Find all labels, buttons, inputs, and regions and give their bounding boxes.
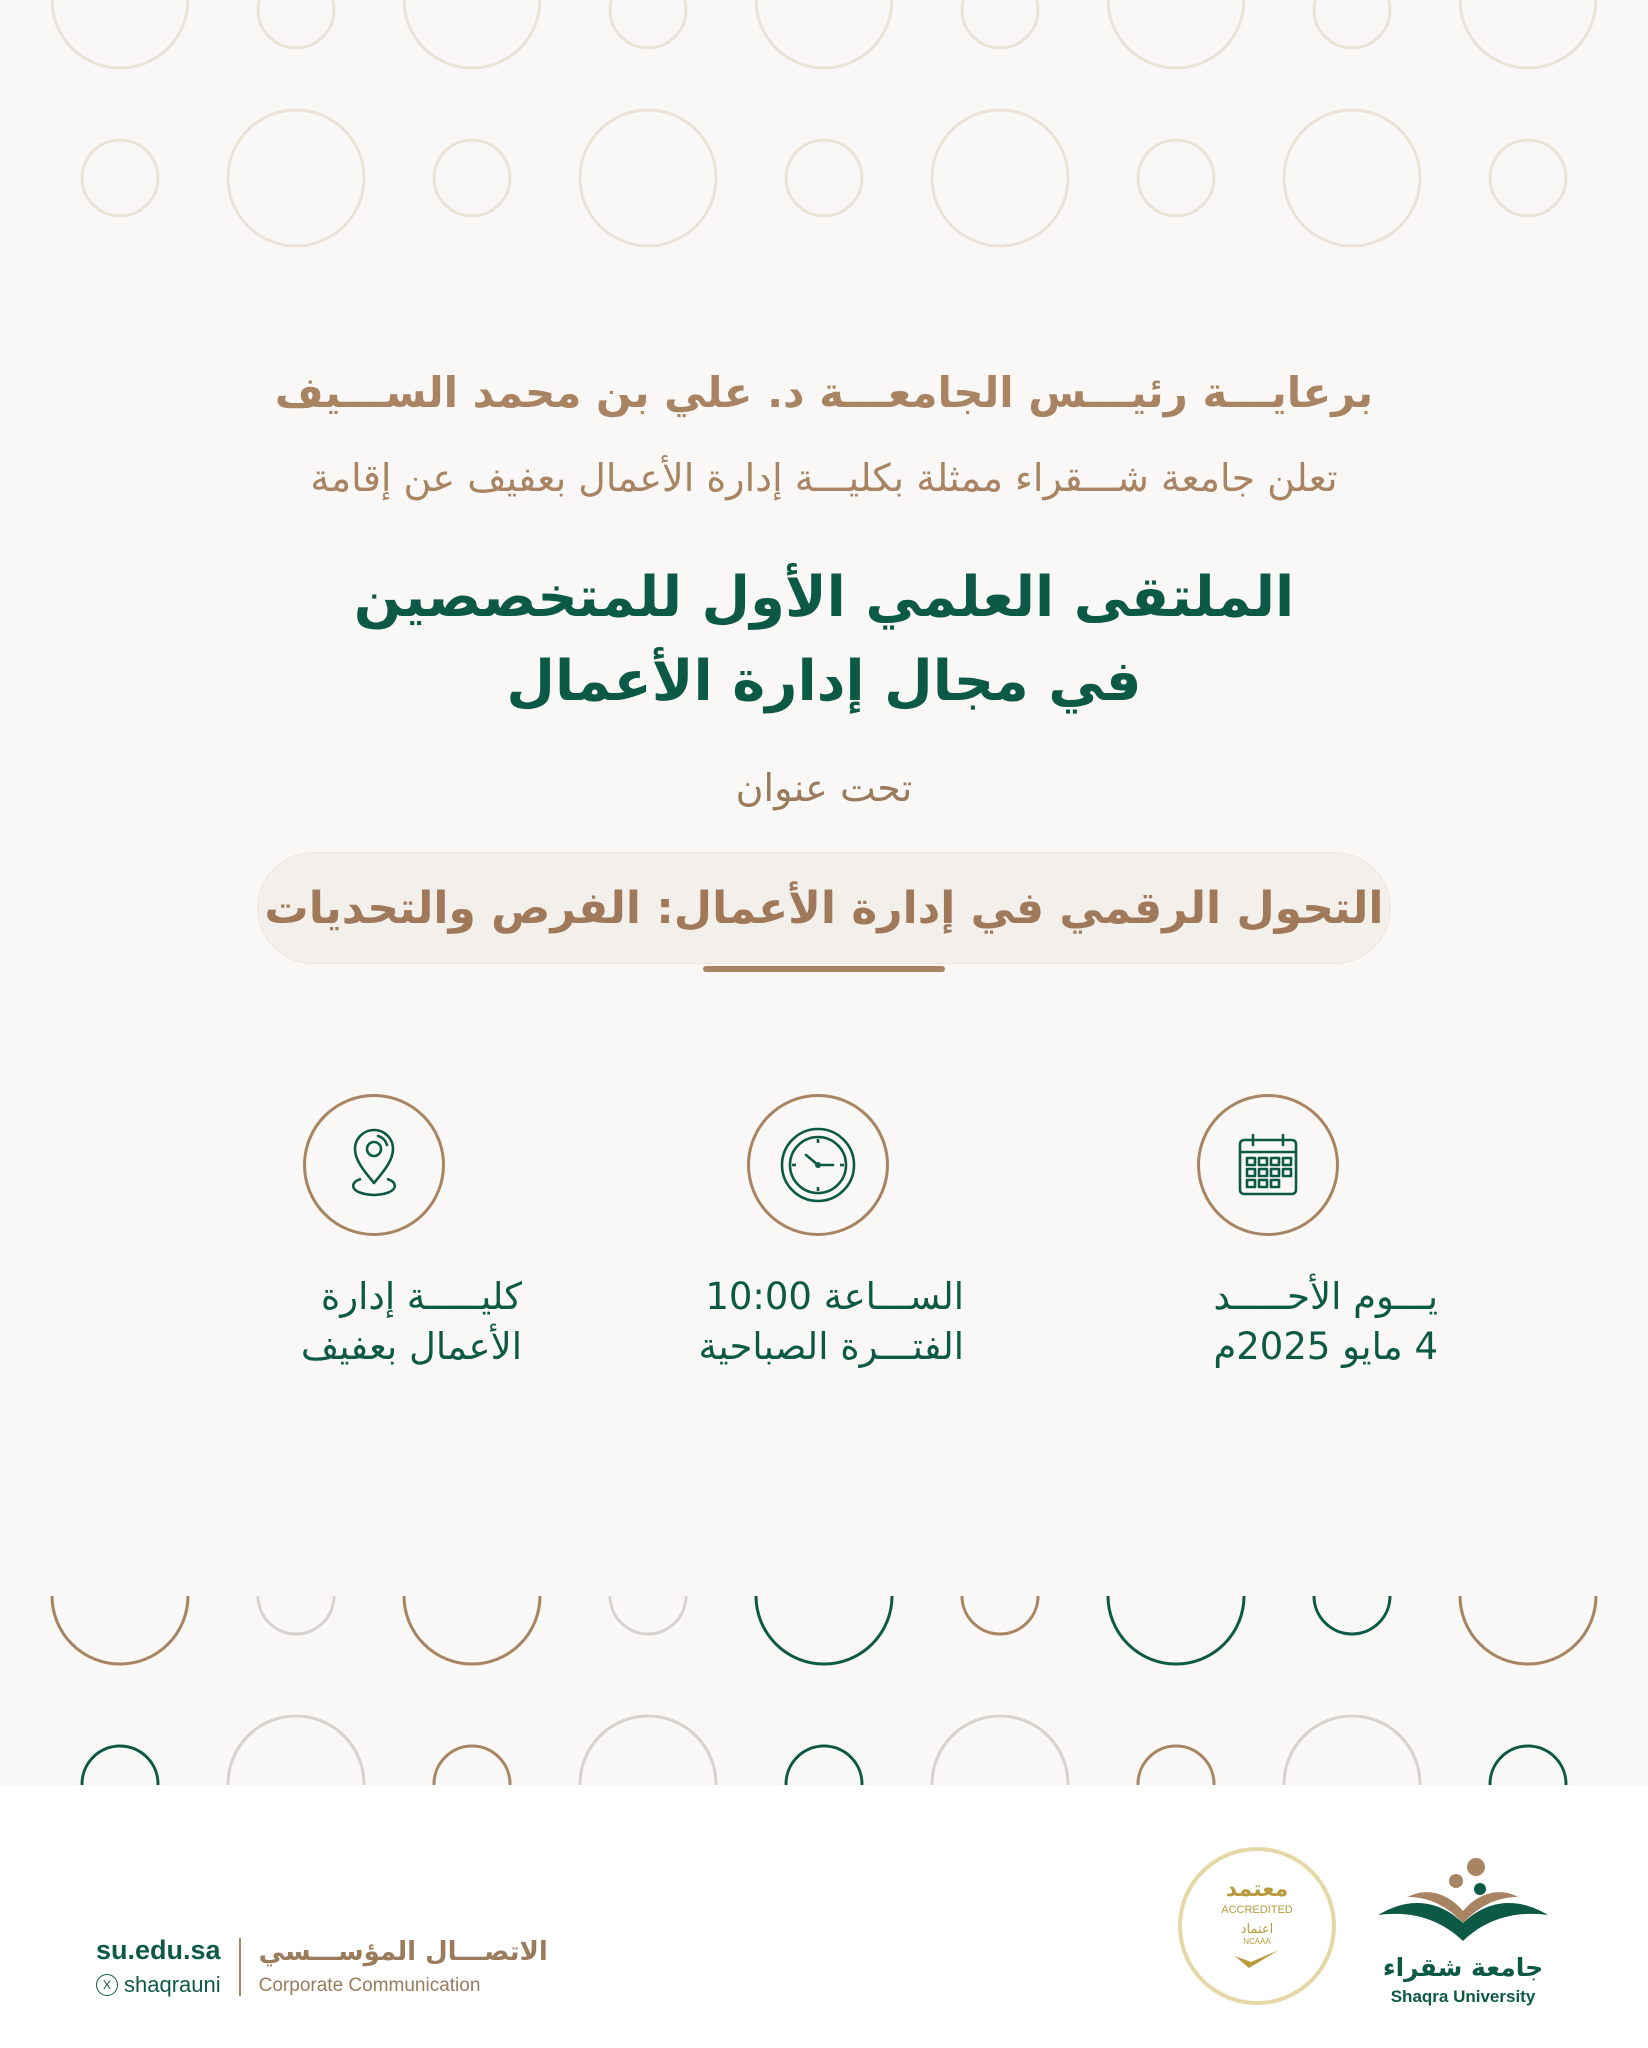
website-link[interactable]: su.edu.sa: [96, 1935, 221, 1965]
x-handle[interactable]: [96, 1972, 221, 1998]
decorative-circle-pattern-top: [0, 0, 1648, 260]
seal-label-arabic: معتمد: [1225, 1877, 1289, 1902]
university-logo: [1368, 1853, 1558, 2013]
time-hour: الســـاعة 10:00: [705, 1275, 964, 1318]
department: [259, 1937, 548, 1997]
date-text: [1213, 1272, 1438, 1372]
time-icon-circle: [747, 1094, 889, 1236]
decorative-circle-pattern-bottom: [0, 1580, 1648, 1785]
x-handle-text: shaqrauni: [124, 1972, 221, 1997]
university-name-english: Shaqra University: [1390, 1987, 1536, 2006]
x-logo-icon: X: [96, 1974, 118, 1996]
theme-underline: [703, 966, 945, 972]
social-links: [96, 1935, 221, 1998]
info-location: [224, 1094, 524, 1368]
location-line-2: الأعمال بعفيف: [300, 1325, 522, 1368]
clock-icon: [779, 1126, 857, 1204]
date-icon-circle: [1197, 1094, 1339, 1236]
seal-sub-english: NCAAA: [1243, 1937, 1271, 1946]
event-title-line-1: الملتقى العلمي الأول للمتخصصين: [353, 565, 1295, 630]
date-value: 4 مايو 2025م: [1213, 1325, 1438, 1368]
event-title-line-2: في مجال إدارة الأعمال: [506, 649, 1142, 714]
department-arabic: الاتصـــال المؤســـسي: [258, 1936, 548, 1967]
checkmark-icon: [1231, 1946, 1283, 1972]
info-date: [1118, 1094, 1438, 1368]
theme-box: [257, 852, 1391, 964]
date-day: يـــوم الأحـــــد: [1213, 1275, 1438, 1318]
accreditation-seal: [1178, 1847, 1336, 2005]
seal-sub-arabic: اعتماد: [1240, 1922, 1274, 1937]
location-text: [301, 1272, 522, 1372]
theme-text: التحول الرقمي في إدارة الأعمال: الفرص والتحديات: [264, 882, 1384, 934]
footer: [0, 1785, 1648, 2048]
footer-divider: [239, 1938, 241, 1996]
time-period: الفتـــرة الصباحية: [698, 1325, 964, 1368]
announcement-line: تعلن جامعة شـــقراء ممثلة بكليـــة إدارة الأعمال بعفيف عن إقامة: [310, 456, 1338, 500]
department-english: Corporate Communication: [258, 1974, 481, 1996]
open-book-logo-icon: [1368, 1853, 1558, 1953]
location-pin-icon: [343, 1127, 405, 1203]
seal-label-english: ACCREDITED: [1221, 1904, 1293, 1916]
info-time: [668, 1094, 968, 1368]
patronage-line: برعايـــة رئيـــس الجامعـــة د. علي بن محمد الســـيف: [274, 368, 1374, 417]
calendar-icon: [1237, 1132, 1299, 1198]
location-icon-circle: [303, 1094, 445, 1236]
time-text: [699, 1272, 964, 1372]
university-name-arabic: جامعة شقراء: [1382, 1953, 1544, 1982]
footer-contact: [96, 1935, 548, 1998]
event-title: [0, 556, 1648, 724]
under-title-label: تحت عنوان: [735, 766, 913, 810]
location-line-1: كليـــــة إدارة: [320, 1275, 522, 1318]
